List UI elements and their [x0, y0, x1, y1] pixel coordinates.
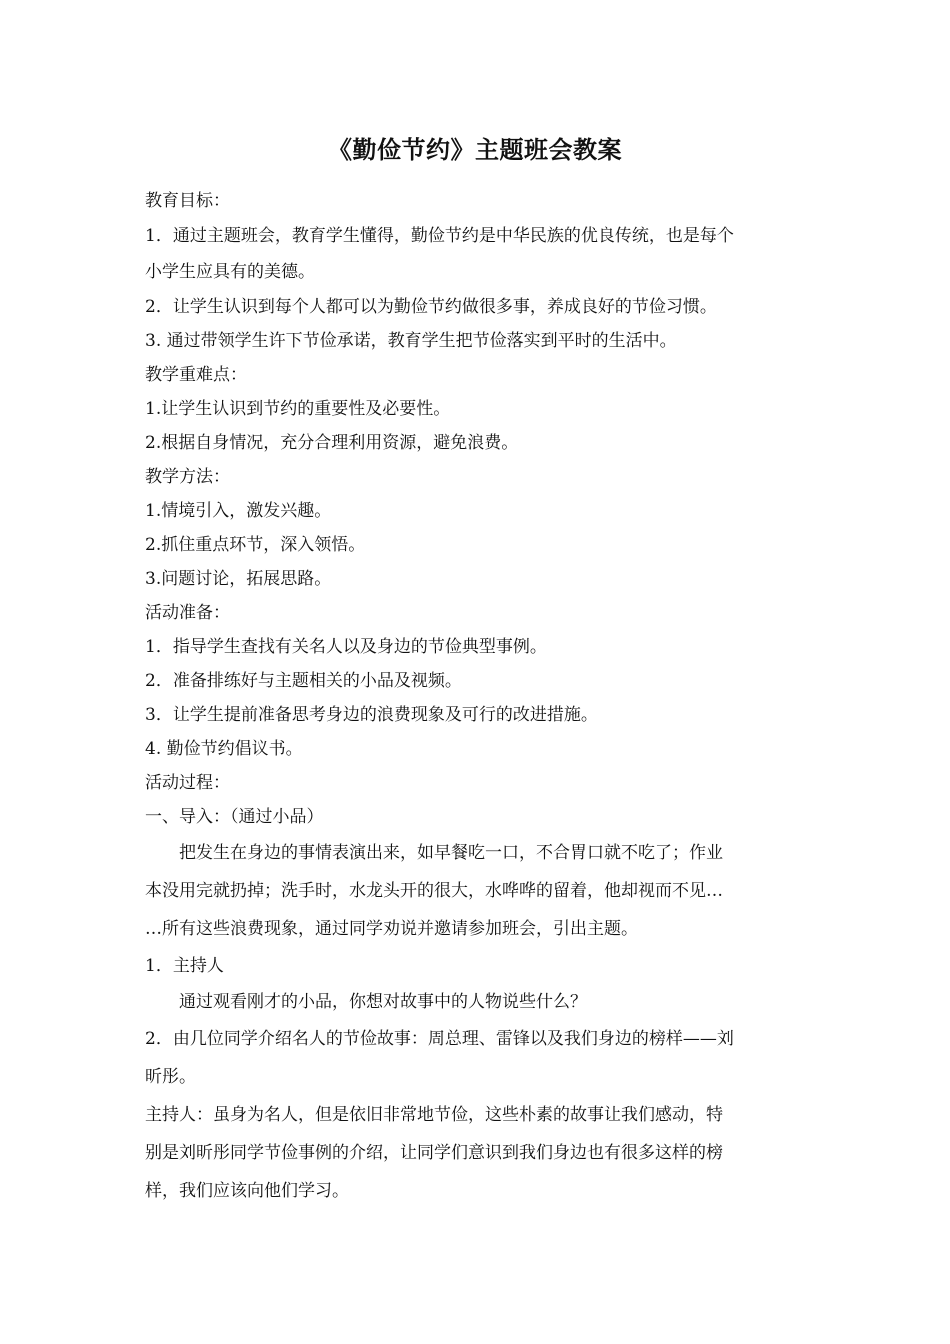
goal-item-1b: 小学生应具有的美德。: [145, 262, 315, 282]
intro-paragraph-line-1: 把发生在身边的事情表演出来，如早餐吃一口，不合胃口就不吃了；作业: [179, 843, 723, 863]
story-item-2-line-2: 昕彤。: [145, 1067, 196, 1087]
heading-key-points: 教学重难点：: [145, 365, 247, 385]
document-body: [145, 184, 810, 1210]
host-summary-line-1: 主持人：虽身为名人，但是依旧非常地节俭，这些朴素的故事让我们感动，特: [145, 1105, 723, 1125]
host-summary-line-2: 别是刘昕彤同学节俭事例的介绍，让同学们意识到我们身边也有很多这样的榜: [145, 1143, 723, 1163]
story-item-2-line-1: 2．由几位同学介绍名人的节俭故事：周总理、雷锋以及我们身边的榜样——刘: [145, 1029, 734, 1049]
preparation-4: 4. 勤俭节约倡议书。: [145, 739, 303, 759]
method-1: 1.情境引入，激发兴趣。: [145, 501, 332, 521]
goal-item-1a: 1．通过主题班会，教育学生懂得，勤俭节约是中华民族的优良传统，也是每个: [145, 226, 734, 246]
heading-preparation: 活动准备：: [145, 603, 230, 623]
goal-item-2: 2．让学生认识到每个人都可以为勤俭节约做很多事，养成良好的节俭习惯。: [145, 297, 717, 317]
host-summary-line-3: 样，我们应该向他们学习。: [145, 1181, 349, 1201]
intro-paragraph-line-2: 本没用完就扔掉；洗手时，水龙头开的很大，水哗哗的留着，他却视而不见…: [145, 881, 723, 901]
section-intro: 一、导入：（通过小品）: [145, 807, 324, 827]
key-point-1: 1.让学生认识到节约的重要性及必要性。: [145, 399, 451, 419]
document-title: 《勤俭节约》主题班会教案: [328, 136, 622, 164]
preparation-2: 2．准备排练好与主题相关的小品及视频。: [145, 671, 462, 691]
method-3: 3.问题讨论，拓展思路。: [145, 569, 332, 589]
goal-item-3: 3. 通过带领学生许下节俭承诺，教育学生把节俭落实到平时的生活中。: [145, 331, 677, 351]
preparation-3: 3．让学生提前准备思考身边的浪费现象及可行的改进措施。: [145, 705, 598, 725]
method-2: 2.抓住重点环节，深入领悟。: [145, 535, 366, 555]
heading-education-goals: 教育目标：: [145, 191, 230, 211]
preparation-1: 1．指导学生查找有关名人以及身边的节俭典型事例。: [145, 637, 547, 657]
heading-activity-process: 活动过程：: [145, 773, 230, 793]
host-question: 通过观看刚才的小品，你想对故事中的人物说些什么？: [179, 992, 587, 1012]
host-item-1: 1．主持人: [145, 956, 224, 976]
key-point-2: 2.根据自身情况，充分合理利用资源，避免浪费。: [145, 433, 519, 453]
heading-teaching-methods: 教学方法：: [145, 467, 230, 487]
intro-paragraph-line-3: …所有这些浪费现象，通过同学劝说并邀请参加班会，引出主题。: [145, 919, 638, 939]
